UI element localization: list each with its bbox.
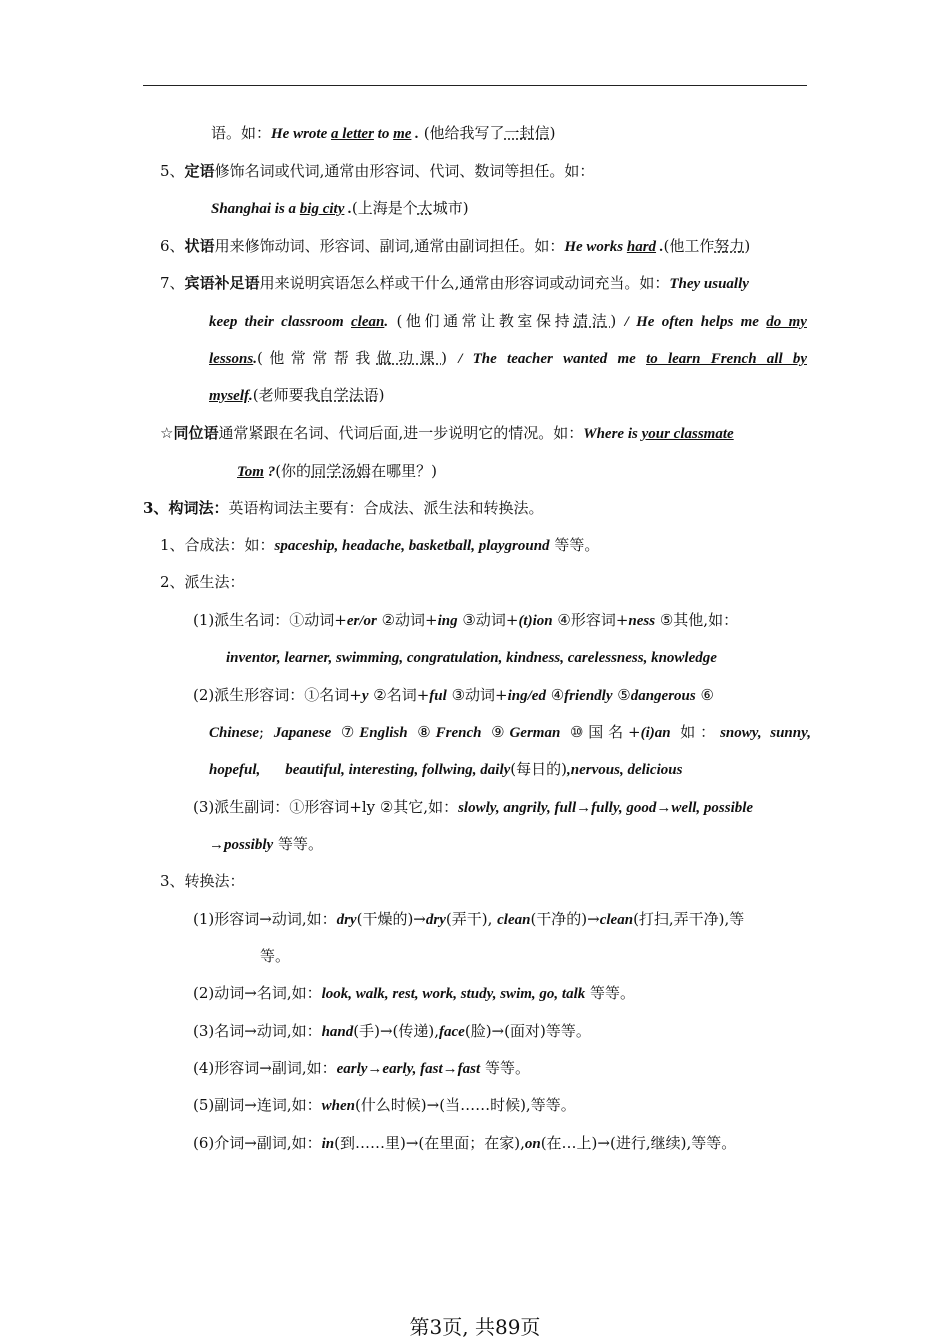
section-object-complement: 7、宾语补足语用来说明宾语怎么样或干什么,通常由形容词或动词充当。如：They usually <box>160 274 749 292</box>
text-line: (5)副词→连词,如：when(什么时候)→(当……时候),等等。 <box>193 1096 576 1114</box>
text-line: 语。如：He wrote a letter to me . (他给我写了一封信) <box>211 124 556 142</box>
text-line: →possibly 等等。 <box>209 835 323 853</box>
section-adverbial: 6、状语用来修饰动词、形容词、副词,通常由副词担任。如：He works hard .(他工作努力) <box>160 237 751 255</box>
text-line: hopeful, beautiful, interesting, follwing, daily(每日的),nervous, delicious <box>209 760 683 778</box>
text-line: 1、合成法：如：spaceship, headache, basketball, playground 等等。 <box>160 536 600 554</box>
text-line: keep their classroom clean. (他们通常让教室保持清洁) / He often helps me do my <box>209 312 807 330</box>
text-line: (3)名词→动词,如：hand(手)→(传递),face(脸)→(面对)等等。 <box>193 1022 591 1040</box>
text-line: (1)派生名词：①动词+er/or ②动词+ing ③动词+(t)ion ④形容词+ness ⑤其他,如： <box>193 611 739 629</box>
text-line: 3、转换法： <box>160 872 245 890</box>
section-appositive: ☆同位语通常紧跟在名词、代词后面,进一步说明它的情况。如：Where is your classmate <box>160 424 734 442</box>
text-line: lessons.(他常常帮我做功课) / The teacher wanted me to learn French all by <box>209 349 807 367</box>
text-line: (3)派生副词：①形容词+ly ②其它,如：slowly, angrily, full→fully, good→well, possible <box>193 798 754 816</box>
text-line: 等。 <box>260 947 291 965</box>
text-line: (2)动词→名词,如：look, walk, rest, work, study, swim, go, talk 等等。 <box>193 984 636 1002</box>
text-line: Tom ?(你的同学汤姆在哪里？) <box>237 462 437 480</box>
text-line: (4)形容词→副词,如：early→early, fast→fast 等等。 <box>193 1059 530 1077</box>
text-line: (2)派生形容词：①名词+y ②名词+ful ③动词+ing/ed ④friendly ⑤dangerous ⑥ <box>193 686 714 704</box>
star-icon: ☆ <box>160 424 174 442</box>
text-line: (1)形容词→动词,如：dry(干燥的)→dry(弄干), clean(干净的)→clean(打扫,弄干净),等 <box>193 910 745 928</box>
text-line: (6)介词→副词,如：in(到……里)→(在里面；在家),on(在…上)→(进行,继续),等等。 <box>193 1134 737 1152</box>
section-word-formation: 3、构词法：英语构词法主要有：合成法、派生法和转换法。 <box>143 499 544 517</box>
text-line: myself.(老师要我自学法语) <box>209 386 385 404</box>
text-line: 2、派生法： <box>160 573 245 591</box>
text-line: inventor, learner, swimming, congratulation, kindness, carelessness, knowledge <box>226 650 717 666</box>
page-number-footer: 第3页, 共89页 <box>409 1315 541 1339</box>
header-rule <box>143 85 807 86</box>
text-line: Chinese; Japanese ⑦English ⑧French ⑨German ⑩国名+(i)an 如：snowy, sunny, <box>209 723 811 741</box>
section-attributive: 5、定语修饰名词或代词,通常由形容词、代词、数词等担任。如： <box>160 162 595 180</box>
example-line: Shanghai is a big city .(上海是个大城市) <box>211 199 469 217</box>
